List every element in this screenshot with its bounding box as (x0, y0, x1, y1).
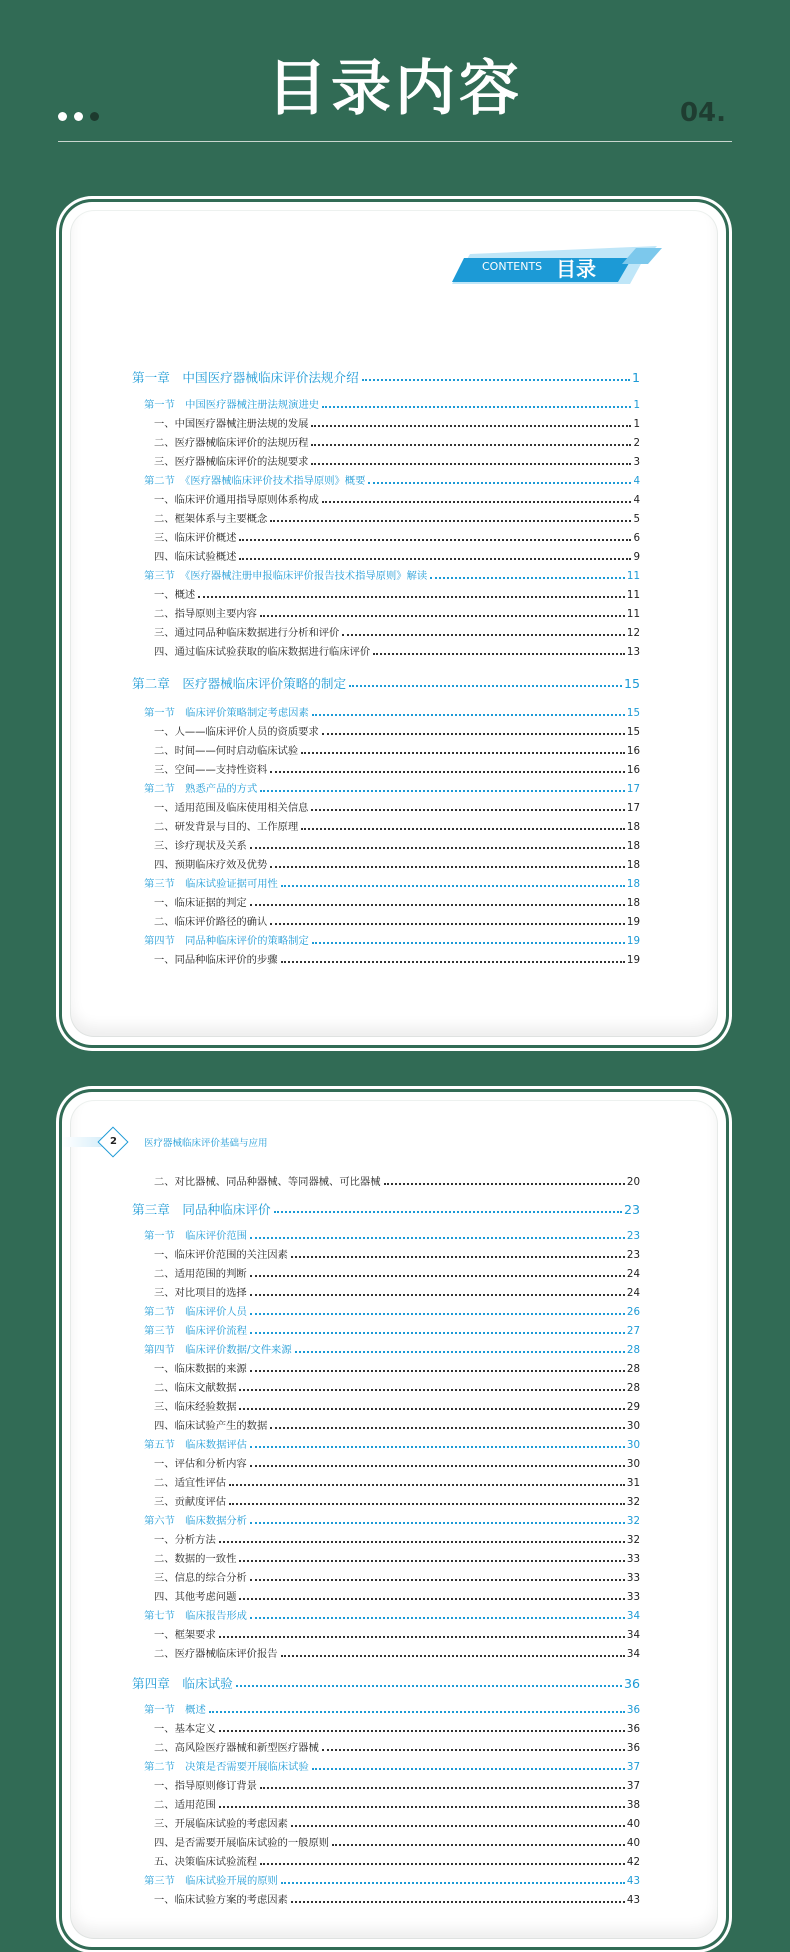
dot-leader (250, 904, 625, 906)
toc-page-number: 19 (626, 954, 640, 966)
toc-page-number: 34 (626, 1629, 640, 1641)
toc-label: 第三节 临床试验证据可用性 (144, 878, 278, 890)
dot-leader (219, 1806, 625, 1808)
toc-label: 第一节 概述 (144, 1704, 206, 1716)
toc-page-number: 28 (626, 1363, 640, 1375)
dot-leader (260, 1863, 625, 1865)
toc-page-number: 4 (633, 475, 640, 487)
dot-leader (281, 1882, 625, 1884)
toc-page-number: 31 (626, 1477, 640, 1489)
toc-label: 三、贡献度评估 (154, 1496, 227, 1508)
toc-item (132, 1471, 640, 1490)
toc-label: 三、对比项目的选择 (154, 1287, 247, 1299)
toc-page-number: 13 (626, 646, 640, 658)
toc-section (132, 469, 640, 488)
toc-item (132, 431, 640, 450)
toc-page-number: 37 (626, 1761, 640, 1773)
dot-leader (362, 379, 630, 381)
dot-leader (270, 866, 625, 868)
toc-label: 一、中国医疗器械注册法规的发展 (154, 418, 309, 430)
toc-section (132, 777, 640, 796)
toc-page-number: 34 (626, 1648, 640, 1660)
toc-item (132, 602, 640, 621)
toc-label: 三、空间——支持性资料 (154, 764, 268, 776)
toc-page-number: 32 (626, 1515, 640, 1527)
toc-page-number: 43 (626, 1875, 640, 1887)
toc-section (132, 1869, 640, 1888)
dot-leader (312, 1768, 625, 1770)
toc-page-number: 28 (626, 1344, 640, 1356)
dot-leader (311, 809, 624, 811)
toc-label: 第四章 临床试验 (132, 1676, 233, 1691)
dot-leader (274, 1211, 622, 1213)
dot-leader (239, 1560, 625, 1562)
dot-leader (322, 406, 631, 408)
toc-label: 第二节 决策是否需要开展临床试验 (144, 1761, 309, 1773)
toc-item (132, 1793, 640, 1812)
toc-label: 一、临床数据的来源 (154, 1363, 247, 1375)
dot-leader (270, 771, 625, 773)
toc-label: 二、适用范围的判断 (154, 1268, 247, 1280)
toc-page-number: 23 (626, 1230, 640, 1242)
toc-label: 第四节 同品种临床评价的策略制定 (144, 935, 309, 947)
toc-page-number: 37 (626, 1780, 640, 1792)
contents-banner (452, 244, 662, 292)
toc-label: 第二章 医疗器械临床评价策略的制定 (132, 676, 347, 691)
toc-page-number: 38 (626, 1799, 640, 1811)
toc-item (132, 796, 640, 815)
toc-page-number: 15 (626, 726, 640, 738)
dot-leader (270, 520, 631, 522)
toc-section (132, 1300, 640, 1319)
page-header (0, 0, 790, 142)
toc-page-number: 9 (633, 551, 640, 563)
toc-page-number: 19 (626, 935, 640, 947)
dot-leader (301, 828, 625, 830)
toc-page-number: 1 (633, 418, 640, 430)
banner-en-label: CONTENTS (482, 260, 543, 273)
banner-cn-label: 目录 (556, 257, 596, 281)
toc-item (132, 488, 640, 507)
toc-label: 一、评估和分析内容 (154, 1458, 247, 1470)
toc-page-number: 42 (626, 1856, 640, 1868)
dot-leader (250, 1446, 625, 1448)
toc-label: 二、适宜性评估 (154, 1477, 227, 1489)
dot-leader (250, 1313, 625, 1315)
toc-section (132, 1338, 640, 1357)
dot-leader (322, 733, 625, 735)
header-divider (58, 141, 732, 142)
toc-label: 三、临床评价概述 (154, 532, 237, 544)
toc-label: 一、适用范围及临床使用相关信息 (154, 802, 309, 814)
toc-page-number: 33 (626, 1553, 640, 1565)
dot-leader (236, 1685, 622, 1687)
toc-item (132, 1736, 640, 1755)
toc-page-number: 18 (626, 840, 640, 852)
page-title: 目录内容 (267, 54, 523, 124)
toc-label: 二、医疗器械临床评价报告 (154, 1648, 278, 1660)
toc-label: 第三节 《医疗器械注册申报临床评价报告技术指导原则》解读 (144, 570, 428, 582)
dot-leader (281, 961, 625, 963)
toc-item (132, 640, 640, 659)
toc-item (132, 1888, 640, 1907)
toc-label: 第三节 临床试验开展的原则 (144, 1875, 278, 1887)
dot-leader (295, 1351, 625, 1353)
dot-leader (229, 1503, 625, 1505)
dot-leader (322, 1749, 625, 1751)
toc-label: 第七节 临床报告形成 (144, 1610, 247, 1622)
toc-section (132, 701, 640, 720)
toc-item (132, 1262, 640, 1281)
dot-leader (373, 653, 625, 655)
toc-item (132, 1812, 640, 1831)
toc-label: 一、临床评价通用指导原则体系构成 (154, 494, 319, 506)
toc-label: 第一节 临床评价策略制定考虑因素 (144, 707, 309, 719)
toc-label: 一、分析方法 (154, 1534, 216, 1546)
toc-page-number: 16 (626, 764, 640, 776)
dot-leader (250, 1522, 625, 1524)
toc-page-number: 17 (626, 783, 640, 795)
dot-leader (332, 1844, 625, 1846)
dot-leader (312, 942, 625, 944)
toc-page-number: 15 (623, 676, 640, 691)
toc-item (132, 1528, 640, 1547)
toc-label: 二、数据的一致性 (154, 1553, 237, 1565)
toc-item (132, 1452, 640, 1471)
toc-label: 四、预期临床疗效及优势 (154, 859, 268, 871)
toc-page-number: 36 (626, 1723, 640, 1735)
toc-page-number: 32 (626, 1496, 640, 1508)
toc-page-number: 26 (626, 1306, 640, 1318)
toc-item (132, 1357, 640, 1376)
toc-item (132, 834, 640, 853)
toc-chapter (132, 365, 640, 385)
dot-leader (250, 1332, 625, 1334)
toc-page-number: 40 (626, 1837, 640, 1849)
section-number: 04. (679, 98, 726, 128)
dot-leader (291, 1256, 625, 1258)
toc-label: 二、临床文献数据 (154, 1382, 237, 1394)
dot-leader (291, 1901, 625, 1903)
toc-page-number: 40 (626, 1818, 640, 1830)
toc-item (132, 1623, 640, 1642)
toc-label: 第二节 《医疗器械临床评价技术指导原则》概要 (144, 475, 366, 487)
toc-label: 四、临床试验概述 (154, 551, 237, 563)
dot-leader (250, 1579, 625, 1581)
dot-leader (322, 501, 632, 503)
toc-label: 第四节 临床评价数据/文件来源 (144, 1344, 292, 1356)
toc-page-number: 27 (626, 1325, 640, 1337)
toc-label: 第三节 临床评价流程 (144, 1325, 247, 1337)
dot-leader (239, 539, 631, 541)
toc-page-number: 23 (623, 1202, 640, 1217)
toc-label: 五、决策临床试验流程 (154, 1856, 257, 1868)
toc-page-number: 33 (626, 1572, 640, 1584)
toc-page-number: 16 (626, 745, 640, 757)
toc-item (132, 1547, 640, 1566)
toc-page-number: 34 (626, 1610, 640, 1622)
toc-item (132, 739, 640, 758)
dot-leader (239, 1408, 625, 1410)
toc-page-number: 24 (626, 1268, 640, 1280)
toc-page-number: 11 (626, 589, 640, 601)
book-page-number: 2 (110, 1136, 117, 1147)
toc-label: 一、临床证据的判定 (154, 897, 247, 909)
toc-label: 一、框架要求 (154, 1629, 216, 1641)
toc-item (132, 1585, 640, 1604)
dot-leader (291, 1825, 625, 1827)
dot-leader (281, 1655, 625, 1657)
dot-leader (349, 685, 622, 687)
toc-page-number: 6 (633, 532, 640, 544)
dot-leader (239, 1598, 625, 1600)
toc-page-number: 19 (626, 916, 640, 928)
toc-section (132, 1319, 640, 1338)
toc-label: 一、基本定义 (154, 1723, 216, 1735)
toc-list (132, 365, 640, 967)
dot-leader (239, 1389, 625, 1391)
toc-item (132, 1774, 640, 1793)
toc-label: 一、临床试验方案的考虑因素 (154, 1894, 288, 1906)
dot-leader (250, 1237, 625, 1239)
toc-label: 一、临床评价范围的关注因素 (154, 1249, 288, 1261)
toc-label: 二、研发背景与目的、工作原理 (154, 821, 299, 833)
toc-page-number: 11 (626, 608, 640, 620)
toc-page-number: 43 (626, 1894, 640, 1906)
toc-label: 四、是否需要开展临床试验的一般原则 (154, 1837, 330, 1849)
dot-leader (342, 634, 625, 636)
toc-item (132, 1850, 640, 1869)
dot-leader (250, 1275, 625, 1277)
toc-item (132, 1376, 640, 1395)
toc-label: 第二节 临床评价人员 (144, 1306, 247, 1318)
dot-leader (219, 1730, 625, 1732)
dot-leader (219, 1636, 625, 1638)
toc-page-number: 1 (633, 399, 640, 411)
dot-leader (260, 790, 625, 792)
toc-page-number: 4 (633, 494, 640, 506)
toc-label: 一、同品种临床评价的步骤 (154, 954, 278, 966)
dot-leader (368, 482, 631, 484)
toc-item (132, 583, 640, 602)
toc-page-number: 28 (626, 1382, 640, 1394)
toc-page-number: 30 (626, 1458, 640, 1470)
dot-leader (260, 615, 625, 617)
toc-section (132, 1509, 640, 1528)
toc-item (132, 948, 640, 967)
toc-page-number: 20 (626, 1176, 640, 1188)
toc-label: 三、诊疗现状及关系 (154, 840, 247, 852)
toc-section (132, 1224, 640, 1243)
dot-leader (384, 1183, 625, 1185)
toc-item (132, 1831, 640, 1850)
toc-item (132, 758, 640, 777)
toc-item (132, 1170, 640, 1189)
toc-page-number: 17 (626, 802, 640, 814)
toc-label: 四、其他考虑问题 (154, 1591, 237, 1603)
dot-leader (250, 1465, 625, 1467)
dot-leader (281, 885, 625, 887)
toc-label: 一、指导原则修订背景 (154, 1780, 257, 1792)
toc-label: 三、临床经验数据 (154, 1401, 237, 1413)
toc-page-number: 29 (626, 1401, 640, 1413)
toc-item (132, 526, 640, 545)
toc-section (132, 564, 640, 583)
toc-item (132, 853, 640, 872)
dot-leader (250, 1370, 625, 1372)
toc-section (132, 929, 640, 948)
toc-item (132, 1490, 640, 1509)
dot-leader (270, 923, 625, 925)
toc-item (132, 1395, 640, 1414)
toc-card-2 (62, 1092, 726, 1947)
toc-chapter (132, 671, 640, 691)
toc-section (132, 1433, 640, 1452)
toc-page-number: 12 (626, 627, 640, 639)
toc-label: 二、医疗器械临床评价的法规历程 (154, 437, 309, 449)
dot-leader (250, 847, 625, 849)
toc-label: 第六节 临床数据分析 (144, 1515, 247, 1527)
dot-leader (229, 1484, 625, 1486)
toc-label: 二、适用范围 (154, 1799, 216, 1811)
toc-label: 一、概述 (154, 589, 196, 601)
dot-leader (239, 558, 631, 560)
dot-leader (311, 425, 631, 427)
toc-item (132, 450, 640, 469)
dot-leader (219, 1541, 625, 1543)
toc-item (132, 412, 640, 431)
toc-label: 二、高风险医疗器械和新型医疗器械 (154, 1742, 319, 1754)
toc-list (132, 1170, 640, 1907)
toc-label: 四、通过临床试验获取的临床数据进行临床评价 (154, 646, 371, 658)
toc-label: 二、框架体系与主要概念 (154, 513, 268, 525)
toc-page-number: 32 (626, 1534, 640, 1546)
toc-item (132, 621, 640, 640)
dot-leader (312, 714, 625, 716)
toc-section (132, 1755, 640, 1774)
toc-label: 三、开展临床试验的考虑因素 (154, 1818, 288, 1830)
toc-item (132, 1566, 640, 1585)
toc-item (132, 1243, 640, 1262)
toc-page-number: 36 (626, 1742, 640, 1754)
dot-leader (430, 577, 625, 579)
toc-item (132, 815, 640, 834)
toc-page-number: 5 (633, 513, 640, 525)
toc-label: 第一节 临床评价范围 (144, 1230, 247, 1242)
toc-item (132, 507, 640, 526)
toc-chapter (132, 1671, 640, 1691)
toc-label: 一、人——临床评价人员的资质要求 (154, 726, 319, 738)
toc-section (132, 872, 640, 891)
toc-item (132, 910, 640, 929)
dot-leader (209, 1711, 625, 1713)
toc-card-1 (62, 202, 726, 1045)
toc-label: 三、信息的综合分析 (154, 1572, 247, 1584)
toc-page-number: 36 (626, 1704, 640, 1716)
dot-leader (198, 596, 625, 598)
toc-item (132, 1281, 640, 1300)
toc-page-number: 18 (626, 859, 640, 871)
toc-page-number: 36 (623, 1676, 640, 1691)
toc-page-number: 1 (631, 370, 640, 385)
dot-leader (301, 752, 625, 754)
toc-label: 二、对比器械、同品种器械、等同器械、可比器械 (154, 1176, 381, 1188)
toc-item (132, 1414, 640, 1433)
toc-label: 二、时间——何时启动临床试验 (154, 745, 299, 757)
toc-item (132, 1717, 640, 1736)
toc-page-number: 30 (626, 1439, 640, 1451)
toc-label: 三、医疗器械临床评价的法规要求 (154, 456, 309, 468)
toc-page-number: 24 (626, 1287, 640, 1299)
toc-label: 四、临床试验产生的数据 (154, 1420, 268, 1432)
toc-page-number: 23 (626, 1249, 640, 1261)
dot-leader (260, 1787, 625, 1789)
toc-label: 三、通过同品种临床数据进行分析和评价 (154, 627, 340, 639)
toc-label: 第三章 同品种临床评价 (132, 1202, 271, 1217)
running-header (62, 1128, 726, 1156)
toc-page-number: 11 (626, 570, 640, 582)
toc-label: 第一章 中国医疗器械临床评价法规介绍 (132, 370, 359, 385)
dot-leader (250, 1617, 625, 1619)
toc-page-number: 33 (626, 1591, 640, 1603)
toc-page-number: 18 (626, 897, 640, 909)
toc-item (132, 1642, 640, 1661)
dot-leader (311, 463, 631, 465)
toc-page-number: 18 (626, 821, 640, 833)
toc-chapter (132, 1197, 640, 1217)
toc-label: 第一节 中国医疗器械注册法规演进史 (144, 399, 320, 411)
dot-leader (270, 1427, 625, 1429)
toc-item (132, 891, 640, 910)
toc-section (132, 1604, 640, 1623)
dot-leader (250, 1294, 625, 1296)
toc-item (132, 545, 640, 564)
toc-page-number: 2 (633, 437, 640, 449)
toc-section (132, 393, 640, 412)
toc-page-number: 15 (626, 707, 640, 719)
book-title: 医疗器械临床评价基础与应用 (144, 1138, 268, 1149)
toc-label: 第二节 熟悉产品的方式 (144, 783, 258, 795)
toc-page-number: 30 (626, 1420, 640, 1432)
toc-label: 第五节 临床数据评估 (144, 1439, 247, 1451)
dot-leader (311, 444, 631, 446)
toc-label: 二、临床评价路径的确认 (154, 916, 268, 928)
toc-section (132, 1698, 640, 1717)
toc-label: 二、指导原则主要内容 (154, 608, 257, 620)
toc-page-number: 18 (626, 878, 640, 890)
toc-item (132, 720, 640, 739)
toc-page-number: 3 (633, 456, 640, 468)
